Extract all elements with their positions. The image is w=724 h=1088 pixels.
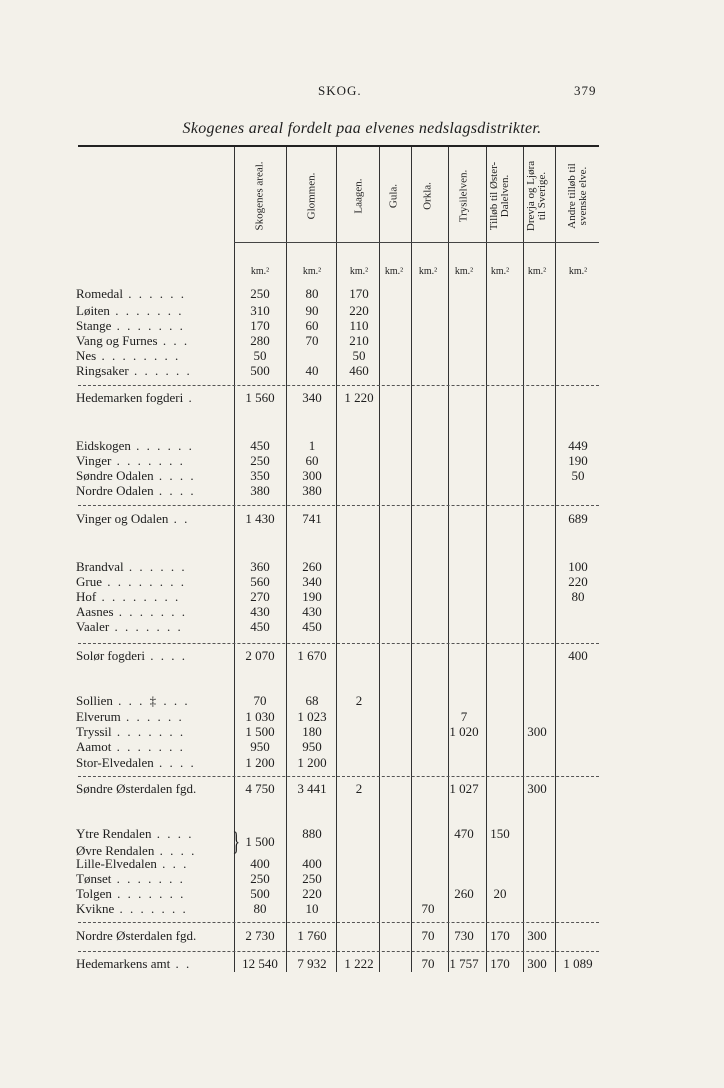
leader-dots: . . . . . . xyxy=(120,709,184,724)
column-divider xyxy=(379,147,380,972)
row-label xyxy=(76,709,184,724)
table-cell: 300 xyxy=(527,956,547,971)
table-cell: 270 xyxy=(250,589,270,604)
row-label-text: Sollien xyxy=(76,693,113,708)
row-label xyxy=(76,871,185,886)
column-unit: km.² xyxy=(302,266,322,277)
subtotal-separator xyxy=(78,505,599,506)
table-cell: 1 670 xyxy=(297,648,327,663)
leader-dots: . . xyxy=(168,511,190,526)
row-label-text: Søndre Østerdalen fgd. xyxy=(76,781,197,796)
leader-dots: . . . . . . . xyxy=(111,724,186,739)
leader-dots: . . . . . . . . xyxy=(96,348,181,363)
table-cell: 190 xyxy=(568,453,588,468)
column-divider xyxy=(336,147,337,972)
leader-dots: . . . . . . xyxy=(122,286,186,301)
table-cell: 741 xyxy=(302,511,322,526)
table-cell: 380 xyxy=(302,483,322,498)
header-bottom-rule xyxy=(234,242,599,243)
leader-dots: . . . . . . xyxy=(128,363,192,378)
table-cell: 170 xyxy=(490,956,510,971)
table-cell: 90 xyxy=(305,303,319,318)
table-cell: 50 xyxy=(571,468,585,483)
table-cell: 1 760 xyxy=(297,928,327,943)
table-cell: 250 xyxy=(302,871,322,886)
column-header-line: Glommen. xyxy=(305,172,318,220)
row-label-text: Ringsaker xyxy=(76,363,129,378)
table-cell: 170 xyxy=(349,286,369,301)
table-cell: 1 757 xyxy=(449,956,479,971)
column-header-line: Gula. xyxy=(387,183,400,209)
leader-dots: . . . . . . . xyxy=(109,619,183,634)
table-cell: 180 xyxy=(302,724,322,739)
rendalen-combined-area: 1 500 xyxy=(245,834,275,849)
table-cell: 220 xyxy=(302,886,322,901)
row-label xyxy=(76,589,180,604)
table-cell: 450 xyxy=(302,619,322,634)
table-cell: 80 xyxy=(253,901,267,916)
table-cell: 60 xyxy=(305,453,319,468)
column-header xyxy=(423,182,434,210)
table-cell: 280 xyxy=(250,333,270,348)
column-header xyxy=(489,162,511,230)
row-label-text: Tønset xyxy=(76,871,112,886)
table-cell: 10 xyxy=(305,901,319,916)
row-label xyxy=(76,468,196,483)
column-unit: km.² xyxy=(418,266,438,277)
column-header xyxy=(526,161,548,231)
table-cell: 1 430 xyxy=(245,511,275,526)
leader-dots: . . . . . . . xyxy=(111,886,186,901)
column-header xyxy=(389,184,400,208)
row-label-text: Aasnes xyxy=(76,604,114,619)
leader-dots: . . . xyxy=(156,856,189,871)
leader-dots: . . . . xyxy=(144,648,187,663)
leader-dots: . . . . xyxy=(154,843,197,858)
row-label xyxy=(76,724,185,739)
table-cell: 70 xyxy=(305,333,319,348)
column-divider xyxy=(286,147,287,972)
table-cell: 7 xyxy=(460,709,468,724)
table-cell: 310 xyxy=(250,303,270,318)
row-label-text: Aamot xyxy=(76,739,112,754)
row-label-text: Løiten xyxy=(76,303,110,318)
column-unit: km.² xyxy=(490,266,510,277)
table-cell: 1 220 xyxy=(344,390,374,405)
row-label xyxy=(76,348,180,363)
table-cell: 430 xyxy=(250,604,270,619)
table-cell: 80 xyxy=(571,589,585,604)
table-cell: 450 xyxy=(250,438,270,453)
row-label-text: Solør fogderi xyxy=(76,648,145,663)
table-cell: 380 xyxy=(250,483,270,498)
table-cell: 170 xyxy=(490,928,510,943)
row-label xyxy=(76,363,192,378)
column-unit: km.² xyxy=(454,266,474,277)
row-label xyxy=(76,956,191,971)
column-header-line: til Sverige. xyxy=(536,171,548,221)
row-label-text: Vaaler xyxy=(76,619,110,634)
leader-dots: . . . . . . . xyxy=(111,318,185,333)
column-divider xyxy=(411,147,412,972)
row-label xyxy=(76,739,185,754)
column-header xyxy=(307,173,318,220)
row-label-text: Nordre Østerdalen fgd. xyxy=(76,928,197,943)
leader-dots: . . . . xyxy=(153,468,196,483)
table-cell: 1 027 xyxy=(449,781,479,796)
row-label xyxy=(76,559,187,574)
row-label xyxy=(76,693,190,708)
column-divider xyxy=(448,147,449,972)
row-label-text: Stor-Elvedalen xyxy=(76,755,154,770)
table-cell: 170 xyxy=(250,318,270,333)
table-cell: 3 441 xyxy=(297,781,327,796)
column-unit: km.² xyxy=(384,266,404,277)
row-label xyxy=(76,901,188,916)
column-header-line: Drevja og Ljøra xyxy=(525,160,537,232)
table-cell: 220 xyxy=(349,303,369,318)
leader-dots: . . . . xyxy=(153,755,196,770)
leader-dots: . . . ‡ . . . xyxy=(112,693,190,708)
row-label xyxy=(76,755,196,770)
row-label-text: Tolgen xyxy=(76,886,112,901)
row-label xyxy=(76,390,194,405)
table-cell: 340 xyxy=(302,390,322,405)
table-cell: 1 023 xyxy=(297,709,327,724)
table-cell: 260 xyxy=(302,559,322,574)
table-cell: 220 xyxy=(568,574,588,589)
row-label xyxy=(76,648,187,663)
column-header-line: Trysilelven. xyxy=(457,169,470,223)
table-cell: 80 xyxy=(305,286,319,301)
table-cell: 560 xyxy=(250,574,270,589)
row-label xyxy=(76,928,196,943)
table-cell: 190 xyxy=(302,589,322,604)
row-label-text: Tryssil xyxy=(76,724,112,739)
column-header-line: Skogenes areal. xyxy=(253,161,266,231)
leader-dots: . . . . . . . . xyxy=(102,574,186,589)
table-cell: 250 xyxy=(250,286,270,301)
row-label-text: Hedemarken fogderi xyxy=(76,390,184,405)
row-label xyxy=(76,438,194,453)
column-header-line: svenske elve. xyxy=(577,166,589,226)
column-header xyxy=(567,163,589,228)
leader-dots: . . . . . . . xyxy=(109,303,184,318)
table-cell: 250 xyxy=(250,453,270,468)
table-cell: 360 xyxy=(250,559,270,574)
row-label-text: Vinger xyxy=(76,453,112,468)
row-label xyxy=(76,856,188,871)
leader-dots: . . . . xyxy=(153,483,196,498)
column-header-line: Dalelven. xyxy=(499,174,511,218)
table-cell: 400 xyxy=(250,856,270,871)
table-cell: 70 xyxy=(421,956,435,971)
table-cell: 12 540 xyxy=(242,956,278,971)
table-cell: 40 xyxy=(305,363,319,378)
table-cell: 300 xyxy=(527,928,547,943)
row-label-text: Hof xyxy=(76,589,97,604)
table-cell: 150 xyxy=(490,826,510,841)
row-label-text: Hedemarkens amt xyxy=(76,956,171,971)
column-header xyxy=(354,178,365,213)
row-label xyxy=(76,619,183,634)
table-title: Skogenes areal fordelt paa elvenes nedslagsdistrikter. xyxy=(182,120,542,137)
table-cell: 1 030 xyxy=(245,709,275,724)
table-cell: 70 xyxy=(421,928,435,943)
row-label-text: Søndre Odalen xyxy=(76,468,154,483)
leader-dots: . . . . . . . xyxy=(111,739,185,754)
table-cell: 950 xyxy=(250,739,270,754)
table-cell: 1 xyxy=(308,438,316,453)
column-divider xyxy=(523,147,524,972)
column-divider xyxy=(555,147,556,972)
table-cell: 7 932 xyxy=(297,956,327,971)
column-unit: km.² xyxy=(527,266,547,277)
table-cell: 20 xyxy=(493,886,507,901)
table-cell: 210 xyxy=(349,333,369,348)
table-cell: 1 200 xyxy=(297,755,327,770)
table-cell: 260 xyxy=(454,886,474,901)
row-label xyxy=(76,303,183,318)
row-label xyxy=(76,574,186,589)
table-cell: 2 070 xyxy=(245,648,275,663)
row-label xyxy=(76,826,193,841)
table-cell: 2 xyxy=(355,693,363,708)
table-cell: 470 xyxy=(454,826,474,841)
table-cell: 4 750 xyxy=(245,781,275,796)
table-cell: 2 xyxy=(355,781,363,796)
subtotal-separator xyxy=(78,643,599,644)
leader-dots: . . . . . . . xyxy=(111,871,185,886)
column-header xyxy=(459,170,470,222)
row-label xyxy=(76,886,185,901)
row-label-text: Stange xyxy=(76,318,112,333)
page-number: 379 xyxy=(574,83,597,98)
table-cell: 689 xyxy=(568,511,588,526)
table-cell: 450 xyxy=(250,619,270,634)
row-label-text: Eidskogen xyxy=(76,438,131,453)
column-unit: km.² xyxy=(250,266,270,277)
table-cell: 1 200 xyxy=(245,755,275,770)
table-cell: 300 xyxy=(527,724,547,739)
row-label-text: Nes xyxy=(76,348,97,363)
table-cell: 100 xyxy=(568,559,588,574)
table-cell: 1 560 xyxy=(245,390,275,405)
subtotal-separator xyxy=(78,385,599,386)
table-cell: 300 xyxy=(302,468,322,483)
row-label xyxy=(76,333,189,348)
table-cell: 250 xyxy=(250,871,270,886)
table-cell: 110 xyxy=(349,318,369,333)
row-label-text: Kvikne xyxy=(76,901,115,916)
table-cell: 950 xyxy=(302,739,322,754)
page-header-section: SKOG. xyxy=(318,83,362,98)
column-unit: km.² xyxy=(568,266,588,277)
column-header-line: Orkla. xyxy=(421,182,434,210)
table-cell: 60 xyxy=(305,318,319,333)
table-cell: 730 xyxy=(454,928,474,943)
table-cell: 1 500 xyxy=(245,724,275,739)
leader-dots: . xyxy=(183,390,194,405)
subtotal-separator xyxy=(78,776,599,777)
table-cell: 50 xyxy=(352,348,366,363)
row-label xyxy=(76,318,185,333)
table-cell: 500 xyxy=(250,363,270,378)
leader-dots: . . xyxy=(170,956,192,971)
row-label xyxy=(76,511,189,526)
table-cell: 300 xyxy=(527,781,547,796)
table-cell: 1 089 xyxy=(563,956,593,971)
leader-dots: . . . . . . xyxy=(123,559,187,574)
table-cell: 460 xyxy=(349,363,369,378)
column-unit: km.² xyxy=(349,266,369,277)
table-cell: 430 xyxy=(302,604,322,619)
leader-dots: . . . . xyxy=(151,826,194,841)
column-header-line: Laagen. xyxy=(352,178,365,214)
row-label-text: Grue xyxy=(76,574,102,589)
column-header-line: Andre tilløb til xyxy=(566,163,578,229)
row-label xyxy=(76,453,185,468)
column-header xyxy=(255,161,266,230)
leader-dots: . . . . . . . . xyxy=(96,589,181,604)
leader-dots: . . . xyxy=(157,333,190,348)
leader-dots: . . . . . . . xyxy=(113,604,188,619)
table-cell: 1 020 xyxy=(449,724,479,739)
leader-dots: . . . . . . . xyxy=(114,901,188,916)
table-cell: 400 xyxy=(568,648,588,663)
table-cell: 70 xyxy=(253,693,267,708)
subtotal-separator xyxy=(78,951,599,952)
row-label xyxy=(76,483,196,498)
row-label xyxy=(76,781,196,796)
table-cell: 400 xyxy=(302,856,322,871)
row-label xyxy=(76,286,186,301)
table-cell: 340 xyxy=(302,574,322,589)
row-label-text: Lille-Elvedalen xyxy=(76,856,157,871)
row-label-text: Ytre Rendalen xyxy=(76,826,152,841)
table-cell: 1 222 xyxy=(344,956,374,971)
table-cell: 70 xyxy=(421,901,435,916)
table-cell: 68 xyxy=(305,693,319,708)
row-label-text: Vinger og Odalen xyxy=(76,511,169,526)
table-cell: 880 xyxy=(302,826,322,841)
row-label xyxy=(76,604,187,619)
leader-dots: . . . . . . . xyxy=(111,453,185,468)
row-label-text: Vang og Furnes xyxy=(76,333,158,348)
subtotal-separator xyxy=(78,922,599,923)
row-label-text: Øvre Rendalen xyxy=(76,843,155,858)
leader-dots: . . . . . . xyxy=(130,438,194,453)
row-label-text: Romedal xyxy=(76,286,123,301)
table-cell: 350 xyxy=(250,468,270,483)
brace-symbol: } xyxy=(232,827,240,856)
table-cell: 449 xyxy=(568,438,588,453)
table-cell: 500 xyxy=(250,886,270,901)
column-divider xyxy=(486,147,487,972)
row-label-text: Brandval xyxy=(76,559,124,574)
row-label-text: Elverum xyxy=(76,709,121,724)
table-cell: 50 xyxy=(253,348,267,363)
column-header-line: Tilløb til Øster- xyxy=(488,161,500,231)
row-label-text: Nordre Odalen xyxy=(76,483,154,498)
table-cell: 2 730 xyxy=(245,928,275,943)
